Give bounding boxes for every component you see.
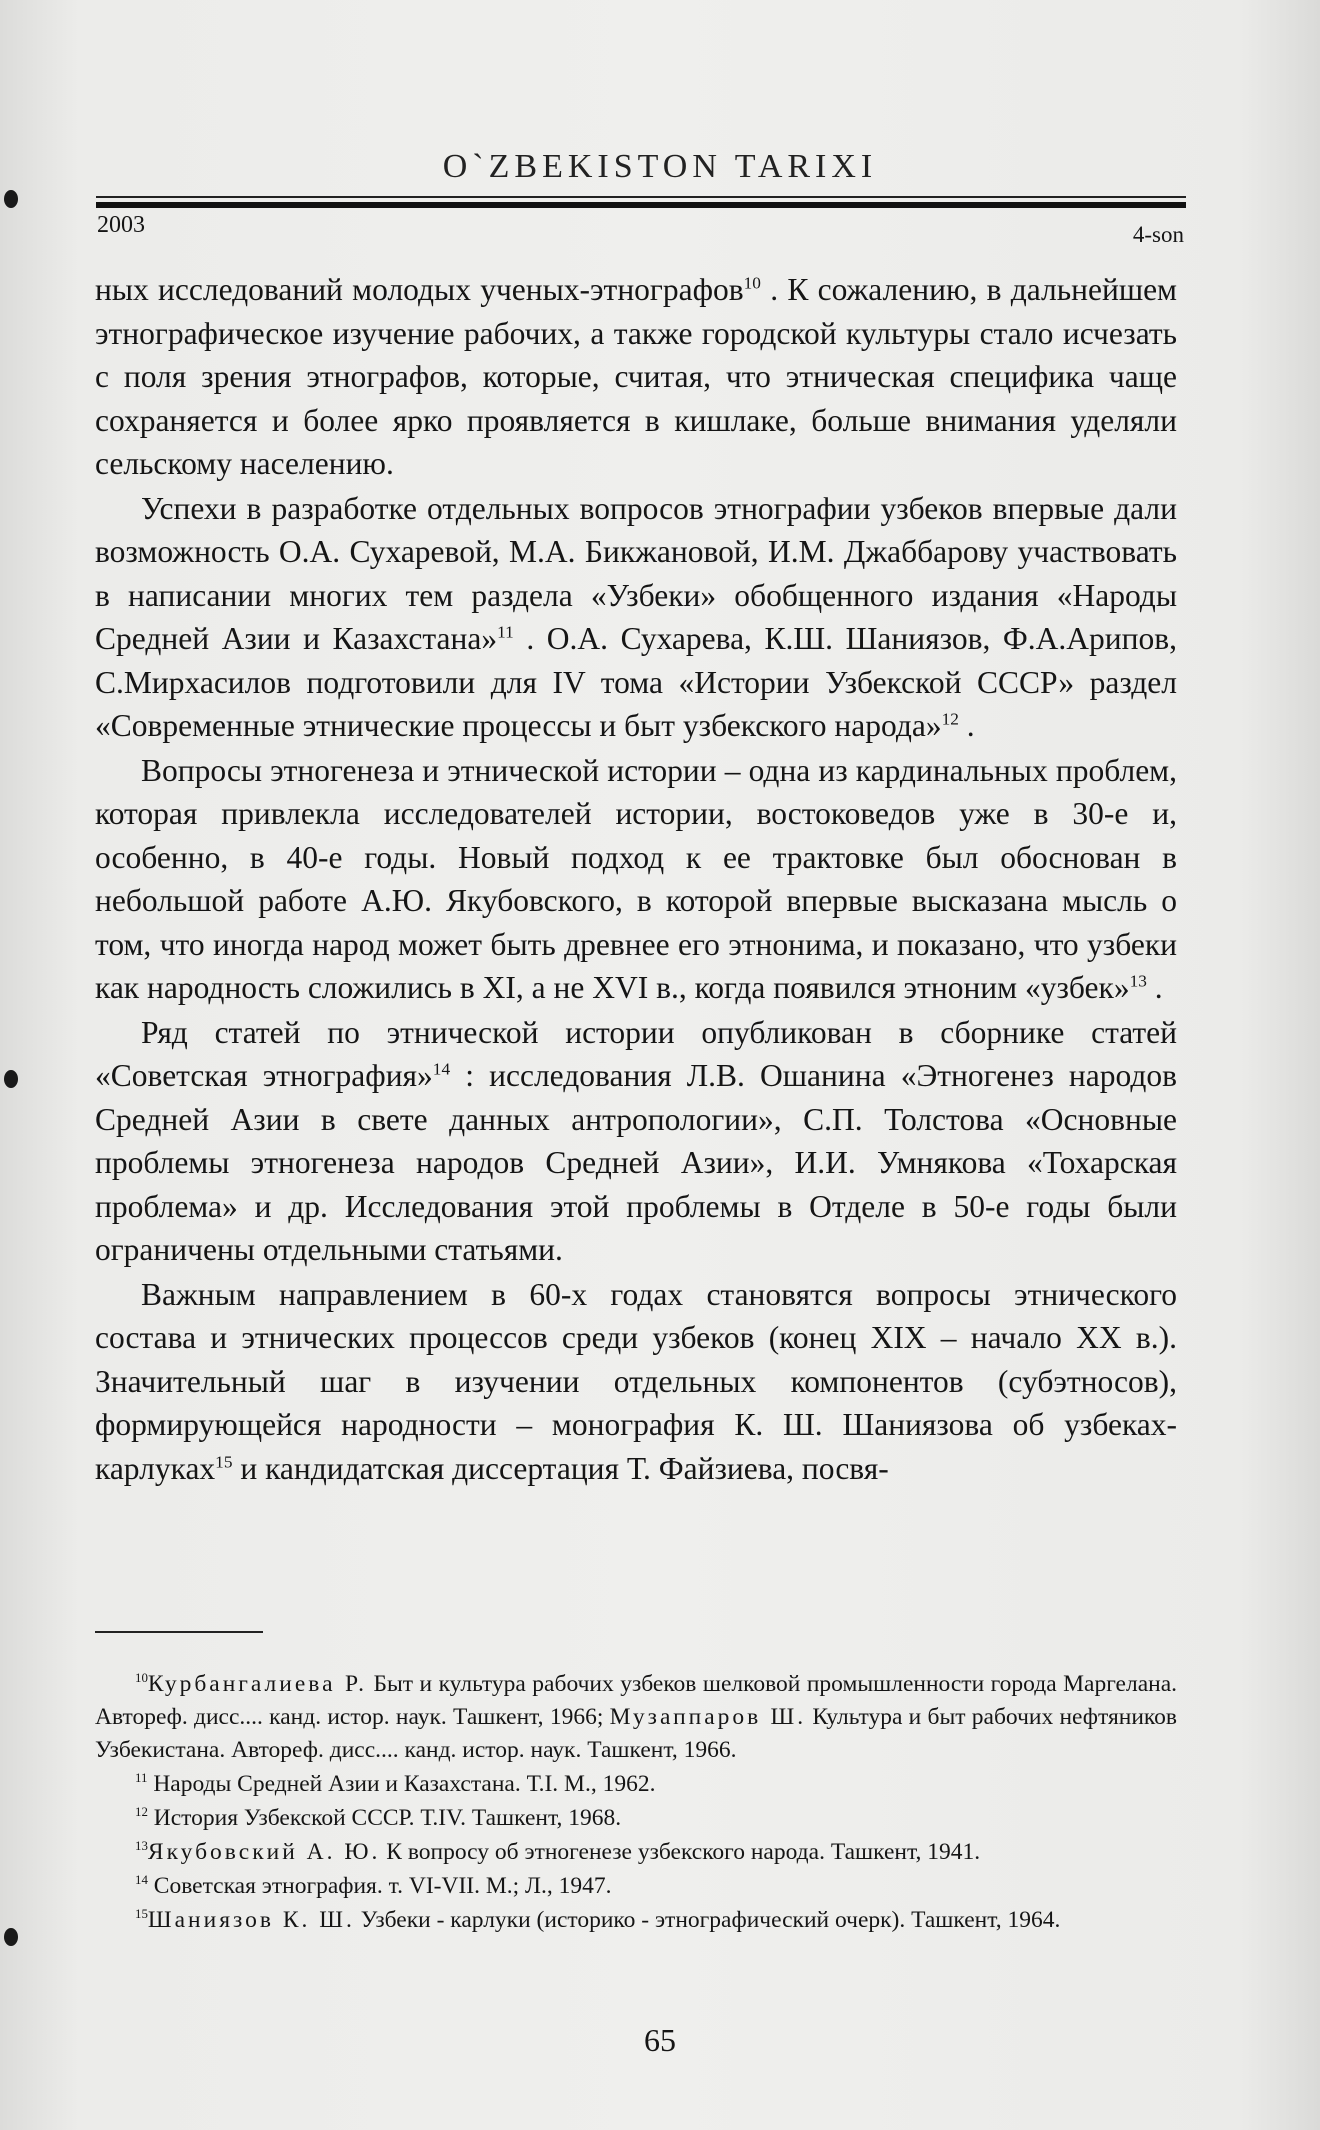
footnote-number: 12 — [135, 1804, 148, 1820]
footnote — [95, 1870, 1177, 1903]
page-number: 65 — [644, 2022, 676, 2058]
footnote-number: 13 — [135, 1838, 148, 1854]
paragraph-text: Успехи в разработке отдельных вопросов этнографии узбеков впервые дали возможность О.А. Сухаревой, М.А. Бикжановой, И.М. Джаббарову участвовать в написании многих тем раздела «Узбеки» обобщенного издания «Народы Средней Азии и Казахстана» — [95, 490, 1177, 656]
footnote-text: К вопросу об этногенезе узбекского народа. Ташкент, 1941. — [380, 1839, 981, 1865]
footnote-number: 14 — [135, 1872, 148, 1888]
footnote — [95, 1802, 1177, 1835]
footnote-author: Якубовский А. Ю. — [147, 1839, 381, 1865]
paragraph-text: ных исследований молодых ученых-этнографов — [95, 272, 744, 307]
footnote — [95, 1768, 1177, 1801]
paragraph-text: и кандидатская диссертация Т. Файзиева, посвя- — [232, 1450, 889, 1486]
paragraph-text: . — [958, 708, 975, 743]
paragraph — [95, 487, 1177, 748]
paragraph-text: Ряд статей по этнической истории опубликован в сборнике статей «Советская этнография» — [95, 1014, 1177, 1093]
footnote-separator — [95, 1631, 263, 1633]
paragraph — [95, 1273, 1177, 1491]
footnote — [95, 1904, 1177, 1937]
footnote-ref: 13 — [1129, 971, 1147, 991]
footnote-text: Быт и культура рабочих узбеков шелковой промышленности города Маргелана. Автореф. дисс.... канд. истор. наук. Ташкент, 1966; — [95, 1671, 1178, 1730]
footnote-ref: 11 — [497, 622, 514, 642]
footnote-text: История Узбекской СССР. Т.IV. Ташкент, 1968. — [147, 1805, 622, 1831]
binding-hole — [4, 1928, 18, 1946]
footnote-number: 15 — [135, 1906, 148, 1922]
journal-title: O`ZBEKISTON TARIXI — [442, 148, 878, 185]
paragraph — [95, 268, 1177, 486]
paragraph-text: Важным направлением в 60-х годах становятся вопросы этнического состава и этнических процессов среди узбеков (конец XIX – начало XX в.). Значительный шаг в изучении отдельных компонентов (субэтносов), формирующейся народности – монография К. Ш. Шаниязова об узбеках-карлуках — [95, 1276, 1177, 1486]
issue-year: 2003 — [97, 212, 145, 238]
paragraph-text: : исследования Л.В. Ошанина «Этногенез народов Средней Азии в свете данных антропологии», С.П. Толстова «Основные проблемы этногенеза народов Средней Азии», И.И. Умнякова «Тохарская проблема» и др. Исследования этой проблемы в Отделе в 50-е годы были ограничены отдельными статьями. — [95, 1058, 1177, 1267]
footnote — [95, 1836, 1177, 1869]
binding-hole — [4, 190, 18, 208]
paragraph — [95, 1011, 1177, 1272]
footnote-ref: 14 — [432, 1059, 451, 1079]
paragraph — [95, 749, 1177, 1010]
footnote-ref: 12 — [941, 709, 959, 729]
footnote-author: Шаниязов К. Ш. — [147, 1907, 355, 1933]
paragraph-text: Вопросы этногенеза и этнической истории – одна из кардинальных проблем, которая привлекла исследователей истории, востоковедов уже в 30-е и, особенно, в 40-е годы. Новый подход к ее трактовке был обоснован в небольшой работе А.Ю. Якубовского, в которой впервые высказана мысль о том, что иногда народ может быть древнее его этнонима, и показано, что узбеки как народность сложились в XI, а не XVI в., когда появился этноним «узбек» — [95, 752, 1177, 1005]
footnote-number: 11 — [135, 1770, 148, 1786]
header-rule-thick — [96, 202, 1186, 208]
issue-number: 4-son — [1132, 222, 1184, 247]
footnote-text: Народы Средней Азии и Казахстана. Т.I. М., 1962. — [147, 1771, 656, 1797]
footnote-text: Советская этнография. т. VI-VII. М.; Л., 1947. — [147, 1873, 612, 1899]
footnote-number: 10 — [135, 1670, 148, 1686]
paragraph-text: . О.А. Сухарева, К.Ш. Шаниязов, Ф.А.Арипов, С.Мирхасилов подготовили для IV тома «Истории Узбекской СССР» раздел «Современные этнические процессы и быт узбекского народа» — [95, 621, 1177, 743]
paragraph-text: . К сожалению, в дальнейшем этнографическое изучение рабочих, а также городской культуры стало исчезать с поля зрения этнографов, которые, считая, что этническая специфика чаще сохраняется и более ярко проявляется в кишлаке, больше внимания уделяли сельскому населению. — [95, 272, 1177, 481]
footnote-ref: 15 — [215, 1452, 233, 1471]
footnote — [95, 1668, 1177, 1767]
footnote-author: Музаппаров Ш. — [609, 1704, 807, 1730]
footnotes — [95, 1668, 1177, 1938]
footnote-text: Культура и быт рабочих нефтяников Узбекистана. Автореф. дисс.... канд. истор. наук. Ташкент, 1966. — [95, 1704, 1177, 1763]
footnote-author: Курбангалиева Р. — [147, 1671, 367, 1697]
header-rule-thin — [96, 196, 1186, 198]
paragraph-text: . — [1146, 970, 1163, 1005]
footnote-text: Узбеки - карлуки (историко - этнографический очерк). Ташкент, 1964. — [354, 1907, 1061, 1933]
binding-hole — [4, 1070, 18, 1088]
article-body — [95, 268, 1177, 1491]
footnote-ref: 10 — [743, 273, 761, 293]
